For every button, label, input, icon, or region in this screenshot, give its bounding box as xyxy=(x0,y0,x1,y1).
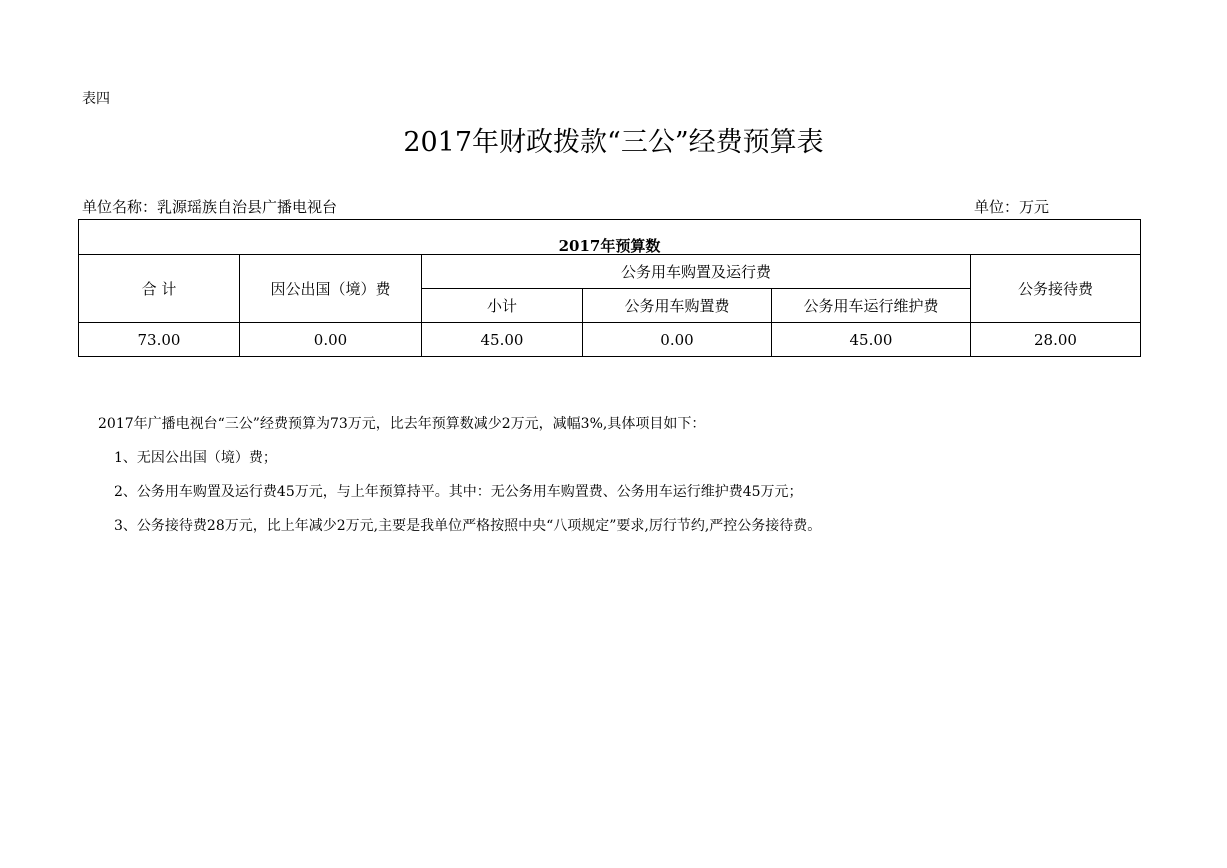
document-title: 2017年财政拨款“三公”经费预算表 xyxy=(403,127,824,158)
header-subtotal: 小计 xyxy=(422,289,583,323)
notes-intro: 2017年广播电视台“三公”经费预算为73万元，比去年预算数减少2万元，减幅3%,具体项目如下： xyxy=(98,416,706,432)
table-header-row xyxy=(79,255,1141,289)
value-reception: 28.00 xyxy=(971,323,1141,357)
unit-label: 单位：万元 xyxy=(974,198,1050,216)
table-caption: 2017年预算数 xyxy=(79,220,1141,255)
header-reception: 公务接待费 xyxy=(971,255,1141,323)
value-total: 73.00 xyxy=(79,323,240,357)
value-vehicle-purchase: 0.00 xyxy=(583,323,772,357)
table-row xyxy=(79,323,1141,357)
note-item: 3、公务接待费28万元，比上年减少2万元,主要是我单位严格按照中央“八项规定”要求,厉行节约,严控公务接待费。 xyxy=(114,518,822,534)
table-caption-row xyxy=(79,220,1141,255)
value-vehicle-maintenance: 45.00 xyxy=(772,323,971,357)
unit-name: 单位名称：乳源瑶族自治县广播电视台 xyxy=(82,198,338,216)
value-abroad: 0.00 xyxy=(240,323,422,357)
budget-table xyxy=(78,219,1141,357)
header-abroad: 因公出国（境）费 xyxy=(240,255,422,323)
header-vehicle-maintenance: 公务用车运行维护费 xyxy=(772,289,971,323)
note-item: 2、公务用车购置及运行费45万元，与上年预算持平。其中：无公务用车购置费、公务用车运行维护费45万元； xyxy=(114,484,803,500)
note-item: 1、无因公出国（境）费； xyxy=(114,450,277,466)
header-total: 合 计 xyxy=(79,255,240,323)
value-subtotal: 45.00 xyxy=(422,323,583,357)
notes-section xyxy=(98,414,821,550)
header-vehicle-group: 公务用车购置及运行费 xyxy=(422,255,971,289)
header-vehicle-purchase: 公务用车购置费 xyxy=(583,289,772,323)
table-label: 表四 xyxy=(82,91,110,107)
